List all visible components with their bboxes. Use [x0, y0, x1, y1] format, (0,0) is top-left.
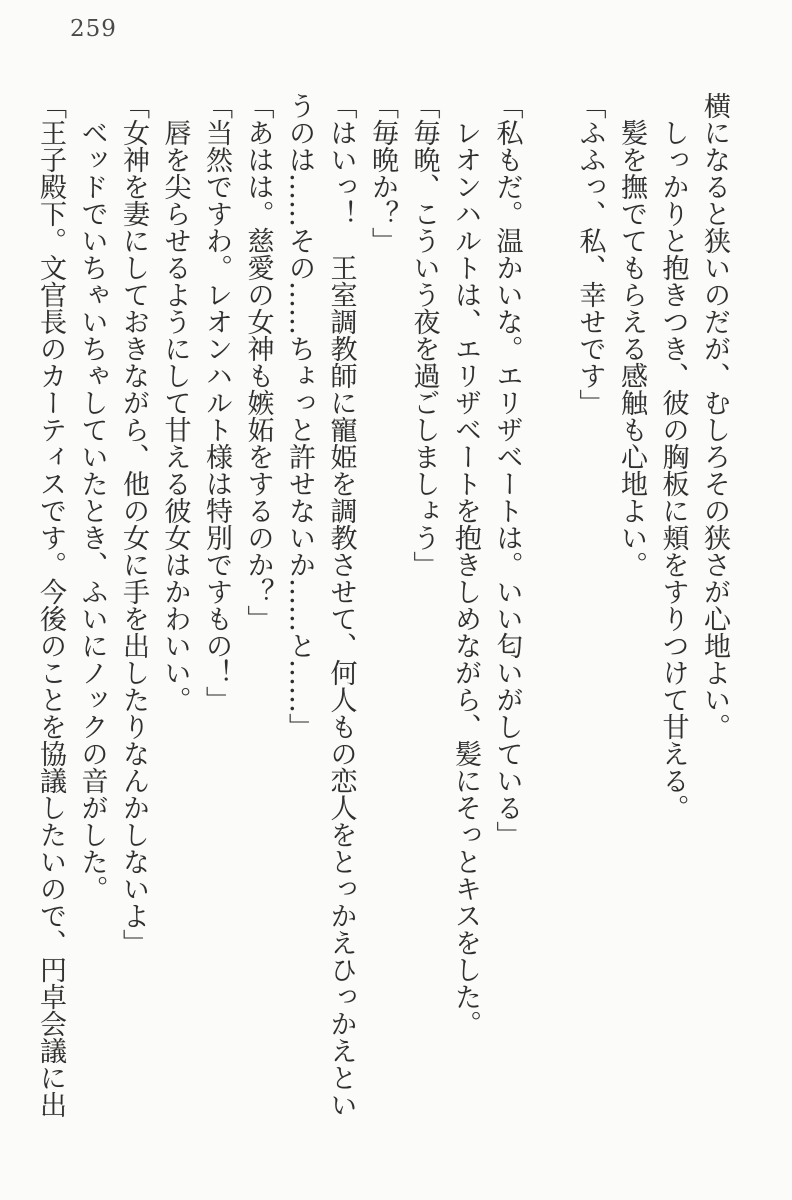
blank-line [528, 92, 570, 1136]
text-line: 「当然ですわ。レオンハルト様は特別ですもの！」 [201, 92, 232, 713]
text-line: 唇を尖らせるようにして甘える彼女はかわいい。 [159, 92, 191, 713]
page-number: 259 [70, 16, 117, 42]
text-line: うのは……その……ちょっと許せないか……と……」 [284, 92, 315, 740]
text-line: 「毎晩か？」 [367, 92, 398, 254]
text-line: 「ふふっ、私、幸せです」 [574, 92, 606, 416]
text-line: 「毎晩、こういう夜を過ごしましょう」 [408, 92, 440, 578]
text-line: 「あはは。慈愛の女神も嫉妬をするのか？」 [242, 92, 274, 632]
text-line: 横になると狭いのだが、むしろその狭さが心地よい。 [699, 92, 730, 740]
text-line: レオンハルトは、エリザベートを抱きしめながら、髪にそっとキスをした。 [450, 92, 481, 1037]
text-line: ベッドでいちゃいちゃしていたとき、ふいにノックの音がした。 [76, 92, 108, 902]
text-line: 「女神を妻にしておきながら、他の女に手を出したりなんかしないよ」 [118, 92, 149, 956]
text-line: 「王子殿下。文官長のカーティスです。今後のことを協議したいので、円卓会議に出 [35, 92, 66, 1118]
text-line: 「私もだ。温かいな。エリザベートは。いい匂いがしている」 [491, 92, 523, 848]
text-block [30, 92, 736, 1136]
text-line: しっかりと抱きつき、彼の胸板に頬をすりつけて甘える。 [657, 92, 689, 821]
text-line: 髪を撫でてもらえる感触も心地よい。 [616, 92, 647, 578]
text-line: 「はいっ！ 王室調教師に寵姫を調教させて、何人もの恋人をとっかえひっかえとい [325, 92, 357, 1118]
